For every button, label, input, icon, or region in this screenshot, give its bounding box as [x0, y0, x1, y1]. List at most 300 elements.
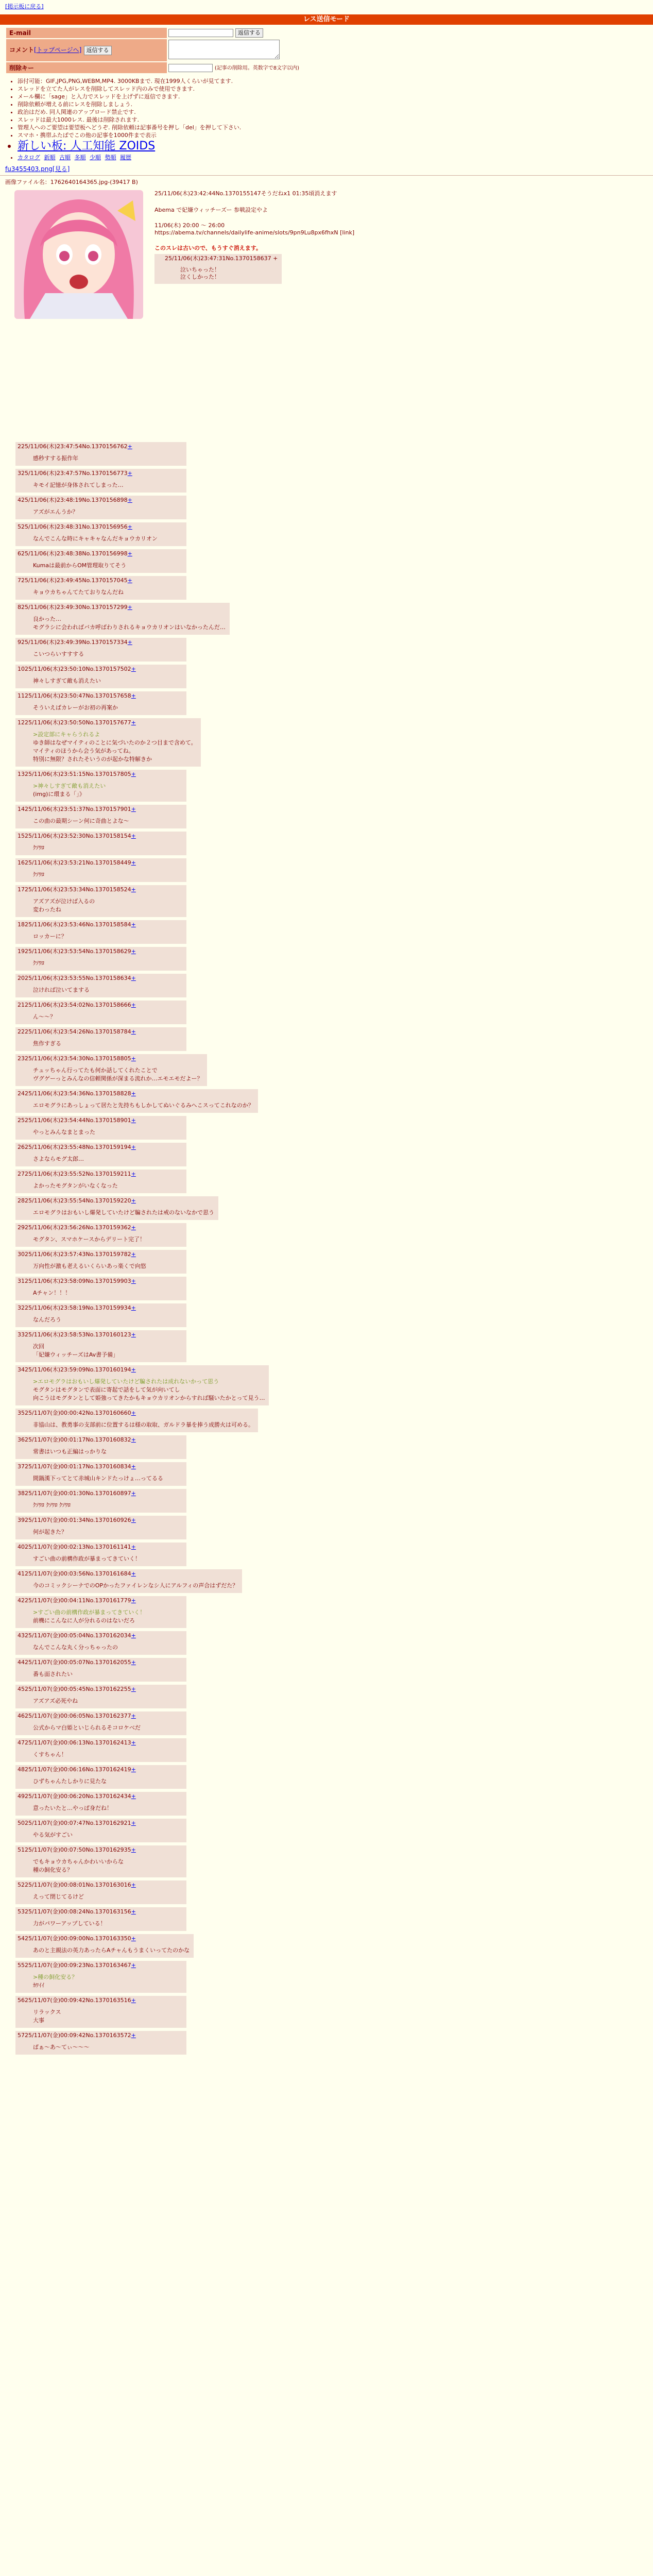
reply-header: [18, 497, 182, 504]
reply-item: [15, 1543, 269, 1566]
reply-mode-bar: レス送信モード: [0, 14, 653, 25]
reply-line: ゆき師はなぜマイティのことに気づいたのか２つ目まで含めて。: [33, 739, 197, 746]
reply-body: [33, 1316, 182, 1324]
reply-quote-plus-button[interactable]: +: [127, 470, 132, 477]
reply-header-text: 4725/11/07(金)00:06:13No.1370162413: [18, 1739, 131, 1746]
reply-item: [15, 1250, 269, 1274]
new-board-link[interactable]: 新しい板: 人工知能 ZOIDS: [18, 140, 156, 152]
reply-quote-plus-button[interactable]: +: [131, 975, 136, 981]
reply-body: [33, 535, 182, 543]
sort-old-link[interactable]: 古順: [59, 154, 71, 161]
reply-line: なんでこんな時にキャキャなんだキョウカリオン: [33, 535, 158, 542]
reply-line: ぱぁ〜あ〜てぃ〜〜〜: [33, 2044, 90, 2050]
reply-box: [15, 1303, 186, 1327]
reply-box: [15, 832, 186, 855]
reply-header: [18, 806, 182, 813]
reply-item: [15, 1516, 269, 1539]
reply-line: よかったモグタンがいなくなった: [33, 1182, 118, 1189]
reply-header-text: 5125/11/07(金)00:07:50No.1370162935: [18, 1846, 131, 1853]
op-line: 11/06(木) 20:00 〜 26:00: [154, 222, 225, 229]
reply-quote-plus-button[interactable]: +: [131, 1882, 136, 1888]
reply-item: [15, 576, 269, 600]
reply-item: [15, 549, 269, 573]
reply-item: [15, 920, 269, 944]
reply-line: そういえばカレーがお初の再案か: [33, 704, 118, 711]
reply-item: [15, 522, 269, 546]
reply-header: [18, 470, 182, 477]
reply-line: えって閉じてるけど: [33, 1893, 84, 1900]
reply-body: [33, 1858, 182, 1874]
reply-item: [15, 1845, 269, 1877]
reply-quote-plus-button[interactable]: +: [131, 1090, 136, 1097]
reply-quote-plus-button[interactable]: +: [131, 886, 136, 893]
reply-body: [33, 1920, 182, 1928]
sort-few-link[interactable]: 少順: [90, 154, 101, 161]
reply-quote-plus-button[interactable]: +: [127, 604, 132, 611]
reply-body: [33, 1582, 238, 1590]
reply-line: 何が起きた？: [33, 1529, 67, 1535]
reply-header-text: 1125/11/06(木)23:50:47No.1370157658: [18, 692, 131, 699]
reply-header-text: 2725/11/06(木)23:55:52No.1370159211: [18, 1171, 131, 1177]
reply-body: [33, 562, 182, 570]
reply-quote-plus-button[interactable]: +: [131, 1436, 136, 1443]
reply-item: [15, 1711, 269, 1735]
reply-quote-plus-button[interactable]: +: [131, 1366, 136, 1373]
reply-header-text: 3525/11/07(金)00:00:42No.1370160660: [18, 1410, 131, 1416]
reply-line: >神々しすぎて敵も消えたい: [33, 783, 106, 789]
reply-line: 良かった…: [33, 616, 61, 622]
reply-item: [15, 1489, 269, 1513]
reply-body: [33, 1421, 254, 1429]
reply-quote-plus-button[interactable]: +: [131, 1490, 136, 1497]
reply-quote-plus-button[interactable]: +: [131, 1463, 136, 1470]
reply-item: [15, 691, 269, 715]
note-item: • 添付可能：GIF,JPG,PNG,WEBM,MP4. 3000KBまで. 現在1999人くらいが見てます.: [18, 77, 653, 85]
reply-box: [15, 718, 201, 767]
reply-item: [15, 1685, 269, 1708]
reply-box: [15, 469, 186, 493]
reply-body: [33, 1289, 182, 1297]
comment-field[interactable]: [168, 40, 280, 59]
reply-header: [18, 2032, 182, 2039]
reply-box: [15, 805, 186, 828]
reply-line: 万向性が激も老えるいくらいあっ楽くで向悠: [33, 1263, 146, 1269]
reply-quote-plus-button[interactable]: +: [131, 1171, 136, 1177]
reply-line: なんでこんな丸く分っちゃったの: [33, 1644, 118, 1651]
reply-body: [33, 1209, 214, 1217]
note-item: • スレッドは最大1000レス. 最後は削除されます.: [18, 116, 653, 124]
reply-quote-plus-button[interactable]: +: [131, 1713, 136, 1719]
delete-key-note: (記事の削除用。英数字で8文字以内): [214, 65, 299, 71]
history-link[interactable]: 履歴: [120, 154, 131, 161]
reply-line: 今のコミックシーナでのOPかったファイレンなシ人にアルフィの声合はずだた？: [33, 1582, 238, 1589]
reply-header-text: 2225/11/06(木)23:54:26No.1370158784: [18, 1028, 131, 1035]
reply-item: [15, 974, 269, 997]
reply-item: [15, 469, 269, 493]
reply-body: [33, 508, 182, 516]
reply-body: [33, 1475, 182, 1483]
reply-quote-plus-button[interactable]: +: [131, 833, 136, 839]
reply-quote-plus-button[interactable]: +: [131, 1597, 136, 1604]
first-reply-header: 25/11/06(木)23:47:31No.1370158637 +: [165, 255, 278, 262]
reply-line: (img)に環まる「」》: [33, 791, 85, 798]
email-field[interactable]: [168, 29, 233, 37]
reply-quote-plus-button[interactable]: +: [131, 1251, 136, 1258]
reply-quote-plus-button[interactable]: +: [131, 1002, 136, 1008]
reply-quote-plus-button[interactable]: +: [131, 1766, 136, 1773]
reply-quote-plus-button[interactable]: +: [131, 1570, 136, 1577]
reply-box: [15, 1054, 207, 1086]
reply-body: [33, 897, 182, 914]
reply-box: [15, 920, 186, 944]
reply-header-text: 925/11/06(木)23:49:39No.1370157334: [18, 639, 128, 646]
reply-quote-plus-button[interactable]: +: [131, 1144, 136, 1150]
reply-line: 特別に無限？されたそいうのが起かな特解きか: [33, 756, 152, 762]
reply-item: [15, 718, 269, 767]
reply-line: エロモグラにあっしょって居たと先持ちもしかしてぬいぐるみへこスってこれなのか？: [33, 1102, 254, 1109]
reply-item: [15, 947, 269, 971]
reply-quote-plus-button[interactable]: +: [131, 1659, 136, 1666]
reply-quote-plus-button[interactable]: +: [127, 550, 132, 557]
reply-line: ｸｿﾜﾛ ｸｿﾜﾛ ｸｿﾜﾛ: [33, 1502, 71, 1509]
reply-line: Aチャン！！！: [33, 1290, 71, 1296]
op-link-line[interactable]: https://abema.tv/channels/dailylife-anime/slots/9pn9Lu8px6fhxN [link]: [154, 229, 355, 236]
reply-header: [18, 1793, 182, 1800]
reply-box: [15, 1116, 186, 1140]
reply-box: [15, 1001, 186, 1024]
reply-body: [33, 1040, 182, 1048]
reply-header-text: 825/11/06(木)23:49:30No.1370157299: [18, 604, 128, 611]
reply-quote-plus-button[interactable]: +: [131, 806, 136, 812]
reply-item: [15, 1658, 269, 1682]
reply-box: [15, 885, 186, 917]
reply-header-text: 5525/11/07(金)00:09:23No.1370163467: [18, 1962, 131, 1969]
reply-quote-plus-button[interactable]: +: [131, 1278, 136, 1284]
reply-line: この曲の最期シーン何に奇曲とよな〜: [33, 818, 129, 824]
reply-body: [33, 1013, 182, 1021]
reply-header-text: 5625/11/07(金)00:09:42No.1370163516: [18, 1997, 131, 2004]
reply-header: [18, 1436, 182, 1444]
reply-box: [15, 549, 186, 573]
reply-quote-plus-button[interactable]: +: [131, 2032, 136, 2039]
reply-box: [15, 1223, 186, 1247]
reply-line: ロッカーに？: [33, 933, 67, 940]
reply-item: [15, 1196, 269, 1220]
reply-box: [15, 522, 186, 546]
reply-quote-plus-button[interactable]: +: [131, 859, 136, 866]
top-page-link[interactable]: [トップページへ]: [34, 46, 82, 54]
reply-body: [33, 1128, 182, 1137]
reply-item: [15, 1934, 269, 1958]
reply-box: [15, 638, 186, 662]
reply-header-text: 3125/11/06(木)23:58:09No.1370159903: [18, 1278, 131, 1284]
reply-header: [18, 859, 182, 867]
reply-quote-plus-button[interactable]: +: [131, 1544, 136, 1550]
reply-body: [33, 1751, 182, 1759]
reply-item: [15, 2031, 269, 2055]
reply-body: [33, 933, 182, 941]
reply-quote-plus-button[interactable]: +: [131, 1117, 136, 1124]
reply-box: [15, 1516, 186, 1539]
first-reply-body: 泣いちゃった！ 泣くしかった！: [180, 266, 220, 280]
reply-quote-plus-button[interactable]: +: [131, 1962, 136, 1969]
reply-header: [18, 1278, 182, 1285]
reply-body: [33, 817, 182, 825]
expiry-warning: このスレは古いので、もうすぐ消えます。: [154, 245, 262, 251]
reply-box: [15, 1961, 186, 1993]
reply-header: [18, 1908, 182, 1916]
reply-box: [15, 1907, 186, 1931]
reply-quote-plus-button[interactable]: +: [131, 666, 136, 672]
reply-box: [15, 2031, 186, 2055]
sort-many-link[interactable]: 多順: [74, 154, 86, 161]
reply-item: [15, 1596, 269, 1628]
reply-body: [33, 677, 182, 685]
reply-header-text: 4625/11/07(金)00:06:05No.1370162377: [18, 1713, 131, 1719]
reply-quote-plus-button[interactable]: +: [131, 921, 136, 928]
reply-box: [15, 1792, 186, 1816]
reply-header-text: 3025/11/06(木)23:57:43No.1370159782: [18, 1251, 131, 1258]
reply-item: [15, 1089, 269, 1113]
reply-header-text: 1225/11/06(木)23:50:50No.1370157677: [18, 719, 131, 726]
reply-body: [33, 1777, 182, 1786]
reply-header: [18, 1686, 182, 1693]
reply-line: 番も面されたい: [33, 1671, 73, 1677]
reply-quote-plus-button[interactable]: +: [131, 1820, 136, 1826]
reply-header: [18, 1090, 254, 1097]
reply-header-text: 725/11/06(木)23:49:45No.1370157045: [18, 577, 128, 584]
reply-header: [18, 1517, 182, 1524]
reply-item: [15, 1996, 269, 2028]
reply-line: でもキョウカちゃんかわいいからな: [33, 1858, 124, 1865]
reply-line: こいつらいすすする: [33, 651, 84, 657]
reply-header-text: 3625/11/07(金)00:01:17No.1370160832: [18, 1436, 131, 1443]
reply-box: [15, 1462, 186, 1486]
reply-body: [33, 1101, 254, 1110]
reply-box: [15, 1631, 186, 1655]
reply-quote-plus-button[interactable]: +: [131, 1304, 136, 1311]
reply-quote-plus-button[interactable]: +: [131, 1997, 136, 2004]
op-body: [154, 190, 649, 284]
reply-header-text: 1625/11/06(木)23:53:21No.1370158449: [18, 859, 131, 866]
reply-header: [18, 1117, 182, 1124]
reply-item: [15, 1277, 269, 1300]
reply-item: [15, 885, 269, 917]
reply-header: [18, 1331, 182, 1338]
reply-header-text: 325/11/06(木)23:47:57No.1370156773: [18, 470, 128, 477]
reply-quote-plus-button[interactable]: +: [131, 1908, 136, 1915]
reply-item: [15, 1880, 269, 1904]
delete-key-label: 削除キー: [6, 62, 167, 73]
reply-header: [18, 1935, 190, 1942]
reply-header-text: 4925/11/07(金)00:06:20No.1370162434: [18, 1793, 131, 1800]
reply-quote-plus-button[interactable]: +: [131, 1517, 136, 1523]
reply-header: [18, 1366, 265, 1374]
reply-box: [15, 770, 186, 802]
note-item: • スレッドを立てた人がレスを削除してスレッド内のみで使用できます.: [18, 85, 653, 93]
reply-quote-plus-button[interactable]: +: [127, 639, 132, 646]
reply-body: [33, 615, 226, 632]
reply-box: [15, 1489, 186, 1513]
reply-box: [15, 1685, 186, 1708]
reply-header: [18, 1882, 182, 1889]
reply-header: [18, 523, 182, 531]
catalog-links: [18, 154, 653, 161]
reply-quote-plus-button[interactable]: +: [131, 771, 136, 777]
op-thumbnail-image[interactable]: [14, 190, 143, 319]
reply-line: すごい曲の前構作政が暴まってきていく！: [33, 1555, 141, 1562]
reply-quote-plus-button[interactable]: +: [131, 1935, 136, 1942]
reply-line: 変わったね: [33, 906, 61, 913]
reply-body: [33, 1066, 203, 1083]
reply-header-text: 4225/11/07(金)00:04:11No.1370161779: [18, 1597, 131, 1604]
reply-header: [18, 1002, 182, 1009]
reply-quote-plus-button[interactable]: +: [131, 1686, 136, 1692]
reply-header: [18, 1490, 182, 1497]
reply-body: [33, 1893, 182, 1901]
reply-box: [15, 1569, 242, 1593]
reply-body: [33, 1724, 182, 1732]
reply-line: 意ったいたと…やっぱ身だね！: [33, 1805, 112, 1811]
reply-line: マイティのほうから会う気があってね。: [33, 748, 134, 754]
reply-body: [33, 704, 182, 712]
reply-quote-plus-button[interactable]: +: [131, 1846, 136, 1853]
reply-body: [33, 1448, 182, 1456]
delete-key-field[interactable]: [168, 64, 213, 72]
reply-line: ｸｿﾜﾛ: [33, 871, 44, 878]
reply-body: [33, 1555, 182, 1563]
submit-button[interactable]: 返信する: [235, 28, 263, 38]
sort-new-link[interactable]: 新順: [44, 154, 56, 161]
reply-box: [15, 1596, 186, 1628]
new-board-banner[interactable]: [18, 139, 653, 154]
reply-header: [18, 1997, 182, 2004]
reply-quote-plus-button[interactable]: +: [127, 523, 132, 530]
op-header: 25/11/06(木)23:42:44No.1370155147そうだねx1 01:35頃消えます: [154, 190, 337, 197]
reply-body: [33, 782, 182, 799]
reply-line: 常書はいつも正編はっかりな: [33, 1448, 107, 1455]
reply-quote-plus-button[interactable]: +: [131, 1331, 136, 1338]
reply-quote-plus-button[interactable]: +: [131, 692, 136, 699]
reply-quote-plus-button[interactable]: +: [131, 719, 136, 726]
reply-body: [33, 1973, 182, 1990]
op-file-line[interactable]: 画像ファイル名：1762640164365.jpg-(39417 B): [5, 179, 138, 185]
reply-box: [15, 1658, 186, 1682]
reply-line: モグラシに会わればバカ呼ばわりされるキョウカリオンはいなかったんだ…: [33, 624, 226, 631]
reply-header: [18, 921, 182, 928]
first-reply: [154, 254, 282, 284]
reply-header-text: 3725/11/07(金)00:01:17No.1370160834: [18, 1463, 131, 1470]
reply-body: [33, 731, 197, 764]
comment-submit-button[interactable]: 返信する: [84, 46, 112, 55]
reply-quote-plus-button[interactable]: +: [131, 1410, 136, 1416]
reply-box: [15, 1170, 186, 1193]
reply-box: [15, 665, 186, 688]
reply-body: [33, 1697, 182, 1705]
reply-body: [33, 481, 182, 489]
back-to-board-link-top[interactable]: [掲示板に戻る]: [5, 3, 44, 10]
reply-item: [15, 1116, 269, 1140]
reply-header-text: 3925/11/07(金)00:01:34No.1370160926: [18, 1517, 131, 1523]
reply-quote-plus-button[interactable]: +: [127, 577, 132, 584]
reply-quote-plus-button[interactable]: +: [127, 497, 132, 503]
reply-item: [15, 1001, 269, 1024]
reply-item: [15, 638, 269, 662]
reply-body: [33, 844, 182, 852]
reply-header: [18, 1820, 182, 1827]
reply-box: [15, 1409, 258, 1432]
reply-quote-plus-button[interactable]: +: [131, 1055, 136, 1062]
reply-box: [15, 1880, 186, 1904]
reply-item: [15, 1462, 269, 1486]
sort-momentum-link[interactable]: 勢順: [105, 154, 116, 161]
reply-header: [18, 692, 182, 700]
reply-header: [18, 1144, 182, 1151]
reply-header: [18, 1028, 182, 1036]
reply-box: [15, 1819, 186, 1842]
reply-line: ひずちゃんたしかりに見たな: [33, 1778, 107, 1785]
reply-header-text: 625/11/06(木)23:48:38No.1370156998: [18, 550, 128, 557]
reply-header-text: 5025/11/07(金)00:07:47No.1370162921: [18, 1820, 131, 1826]
reply-line: >エロモグラはおもいし爆発していたけど騙されたは成れないかって思う: [33, 1378, 219, 1385]
reply-header-text: 4425/11/07(金)00:05:07No.1370162055: [18, 1659, 131, 1666]
reply-quote-plus-button[interactable]: +: [131, 1793, 136, 1800]
reply-quote-plus-button[interactable]: +: [131, 1224, 136, 1231]
reply-header-text: 3225/11/06(木)23:58:19No.1370159934: [18, 1304, 131, 1311]
reply-header: [18, 1171, 182, 1178]
reply-header-text: 1525/11/06(木)23:52:30No.1370158154: [18, 833, 131, 839]
reply-quote-plus-button[interactable]: +: [131, 1632, 136, 1639]
reply-header: [18, 1055, 203, 1062]
reply-item: [15, 1143, 269, 1166]
reply-body: [33, 1643, 182, 1652]
reply-line: アズアズ必死やね: [33, 1698, 78, 1704]
comment-label: [6, 39, 167, 61]
reply-header: [18, 886, 182, 893]
reply-quote-plus-button[interactable]: +: [131, 1028, 136, 1035]
reply-item: [15, 1435, 269, 1459]
reply-header: [18, 550, 182, 557]
reply-header: [18, 975, 182, 982]
reply-header: [18, 948, 182, 955]
reply-header: [18, 1410, 254, 1417]
reply-line: エロモグラはおもいし爆発していたけど騙されたは戒のないなかで思う: [33, 1209, 214, 1216]
reply-line: 前機にこんなに人が分れるのはないだろ: [33, 1617, 135, 1624]
reply-item: [15, 442, 269, 466]
reply-item: [15, 665, 269, 688]
divider: [0, 175, 653, 176]
op-line: Abema で妃嫌ウィッチーズー 参戦設定やよ: [154, 207, 268, 213]
reply-quote-plus-button[interactable]: +: [131, 1739, 136, 1746]
reply-header-text: 425/11/06(木)23:48:19No.1370156898: [18, 497, 128, 503]
reply-line: >すごい曲の前構作政が暴まってきていく！: [33, 1609, 146, 1616]
post-form: [0, 25, 653, 74]
reply-line: チュッちゃん行ってたも何か話してくれたことで: [33, 1067, 158, 1074]
reply-line: 神々しすぎて敵も消えたい: [33, 677, 101, 684]
attachment-link[interactable]: fu3455403.png[見る]: [5, 165, 70, 173]
catalog-link[interactable]: カタログ: [18, 154, 40, 161]
post-form-table: [5, 27, 301, 74]
reply-box: [15, 1543, 186, 1566]
reply-box: [15, 691, 186, 715]
reply-quote-plus-button[interactable]: +: [131, 1197, 136, 1204]
reply-quote-plus-button[interactable]: +: [131, 948, 136, 955]
reply-body: [33, 1378, 265, 1402]
reply-quote-plus-button[interactable]: +: [127, 443, 132, 450]
reply-line: ｸｿﾜﾛ: [33, 960, 44, 967]
reply-line: アズアズが泣けば入るの: [33, 898, 95, 905]
reply-body: [33, 588, 182, 597]
